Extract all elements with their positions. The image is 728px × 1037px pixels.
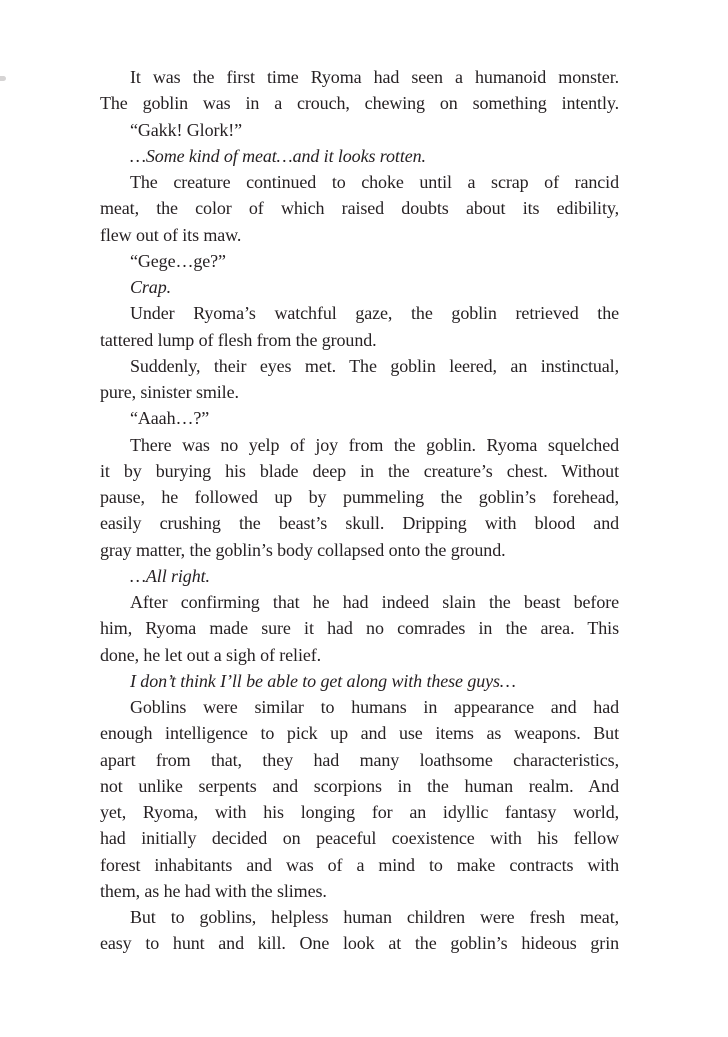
text-line: “Aaah…?” <box>130 408 210 429</box>
text-line: apart from that, they had many loathsome characteristics, <box>100 749 619 770</box>
thought-paragraph <box>100 563 619 589</box>
paragraph <box>100 694 619 904</box>
paragraph <box>100 248 619 274</box>
text-line: …All right. <box>130 565 210 586</box>
text-line: easy to hunt and kill. One look at the goblin’s hideous grin <box>100 933 619 954</box>
thought-paragraph <box>100 143 619 169</box>
paragraph <box>100 300 619 353</box>
paragraph <box>100 169 619 248</box>
scan-artifact-mark <box>0 76 6 81</box>
text-line: not unlike serpents and scorpions in the human realm. And <box>100 775 619 796</box>
paragraph <box>100 117 619 143</box>
text-line: pause, he followed up by pummeling the goblin’s forehead, <box>100 487 619 507</box>
text-line: “Gakk! Glork!” <box>130 119 243 140</box>
text-line: done, he let out a sigh of relief. <box>100 644 322 665</box>
text-line: But to goblins, helpless human children were fresh meat, <box>130 907 619 927</box>
text-line: I don’t think I’ll be able to get along with these guys… <box>130 670 516 691</box>
text-line: There was no yelp of joy from the goblin. Ryoma squelched <box>130 434 619 455</box>
text-line: The creature continued to choke until a scrap of rancid <box>130 172 619 192</box>
text-line: it by burying his blade deep in the creature’s chest. Without <box>100 460 619 481</box>
text-line: It was the first time Ryoma had seen a humanoid monster. <box>130 67 619 87</box>
text-line: had initially decided on peaceful coexistence with his fellow <box>100 828 619 849</box>
paragraph <box>100 904 619 957</box>
text-line: gray matter, the goblin’s body collapsed onto the ground. <box>100 539 506 560</box>
paragraph <box>100 432 619 563</box>
paragraph <box>100 405 619 431</box>
text-line: him, Ryoma made sure it had no comrades in the area. This <box>100 618 619 639</box>
thought-paragraph <box>100 274 619 300</box>
text-line: enough intelligence to pick up and use items as weapons. But <box>100 723 619 744</box>
paragraph <box>100 353 619 406</box>
text-line: The goblin was in a crouch, chewing on something intently. <box>100 93 619 114</box>
text-line: …Some kind of meat…and it looks rotten. <box>130 145 426 166</box>
text-line: them, as he had with the slimes. <box>100 880 327 901</box>
text-line: Crap. <box>130 277 172 297</box>
text-line: flew out of its maw. <box>100 224 242 245</box>
text-line: tattered lump of flesh from the ground. <box>100 329 377 350</box>
paragraph <box>100 64 619 117</box>
text-line: meat, the color of which raised doubts about its edibility, <box>100 198 619 219</box>
text-line: After confirming that he had indeed slain the beast before <box>130 592 619 612</box>
text-line: pure, sinister smile. <box>100 382 239 402</box>
page-text-block <box>100 64 619 957</box>
text-line: “Gege…ge?” <box>130 250 226 271</box>
text-line: Suddenly, their eyes met. The goblin leered, an instinctual, <box>130 355 619 376</box>
text-line: easily crushing the beast’s skull. Dripping with blood and <box>100 513 619 534</box>
text-line: Goblins were similar to humans in appearance and had <box>130 697 619 717</box>
text-line: Under Ryoma’s watchful gaze, the goblin retrieved the <box>130 303 619 324</box>
thought-paragraph <box>100 668 619 694</box>
paragraph <box>100 589 619 668</box>
text-line: yet, Ryoma, with his longing for an idyllic fantasy world, <box>100 802 619 822</box>
text-line: forest inhabitants and was of a mind to make contracts with <box>100 854 619 875</box>
